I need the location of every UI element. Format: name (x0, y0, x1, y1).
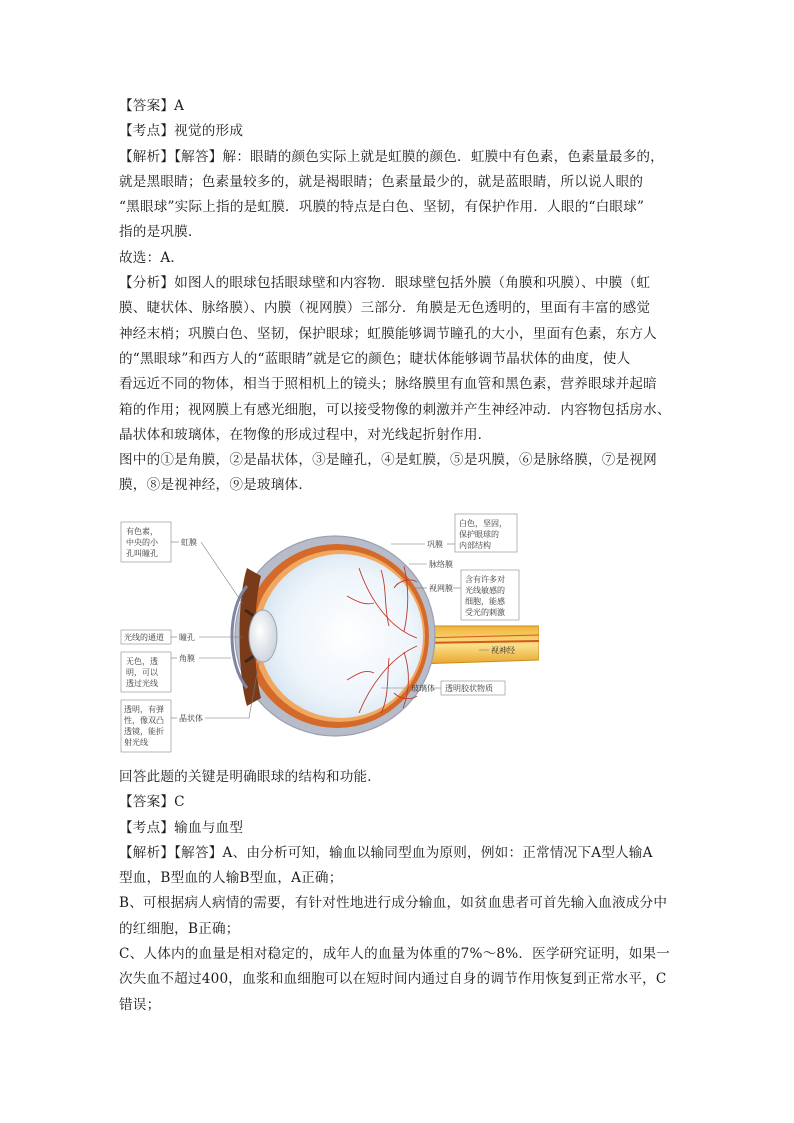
label-iris-group (121, 522, 243, 604)
analysis-line: 指的是巩膜． (119, 224, 202, 241)
lens-desc-2: 性，像双凸 (124, 716, 164, 725)
explain-line: 神经末梢；巩膜白色、坚韧，保护眼球；虹膜能够调节瞳孔的大小，里面有色素，东方人 (119, 325, 657, 342)
analysis-line: C、人体内的血量是相对稳定的，成年人的血量为体重的7%～8%．医学研究证明，如果一 (119, 946, 671, 963)
analysis-line: 的红细胞，B正确； (119, 920, 240, 937)
explain-line: 【分析】如图人的眼球包括眼球壁和内容物．眼球壁包括外膜（角膜和巩膜）、中膜（虹 (119, 275, 651, 292)
topic-line: 【考点】输血与血型 (119, 819, 244, 836)
sclera-label: 巩膜 (427, 540, 443, 549)
pupil-desc: 光线的通道 (124, 633, 164, 642)
answer-section-1 (119, 94, 684, 499)
analysis-line: B、可根据病人病情的需要，有针对性地进行成分输血，如贫血患者可首先输入血液成分中 (119, 895, 668, 912)
cornea-desc-1: 无色，透 (126, 657, 158, 666)
sclera-desc-1: 白色，坚固， (459, 519, 507, 528)
optic-nerve-label: 视神经 (491, 646, 515, 655)
explain-line: 膜、睫状体、脉络膜）、内膜（视网膜）三部分．角膜是无色透明的，里面有丰富的感觉 (119, 300, 651, 317)
cornea-desc-2: 明，可以 (126, 668, 158, 677)
label-sclera-group (391, 514, 517, 552)
analysis-line: 就是黑眼睛；色素量较多的，就是褐眼睛；色素量最少的，就是蓝眼睛，所以说人眼的 (119, 173, 644, 190)
explain-line: 看远近不同的物体，相当于照相机上的镜头；脉络膜里有血管和黑色素，营养眼球并起暗 (119, 376, 657, 393)
explain-line: 晶状体和玻璃体，在物像的形成过程中，对光线起折射作用． (119, 426, 492, 443)
cornea-desc-3: 透过光线 (126, 679, 158, 688)
lens-shape (249, 610, 277, 662)
analysis-line: 型血，B型血的人输B型血，A正确； (119, 870, 343, 887)
retina-desc-2: 光线敏感的 (465, 586, 505, 595)
sclera-desc-2: 保护眼球的 (459, 530, 499, 539)
retina-label: 视网膜 (429, 584, 453, 593)
iris-label: 虹膜 (181, 538, 197, 547)
answer-line: 【答案】A (119, 98, 185, 114)
answer-section-2 (119, 765, 684, 1018)
figure-key-line: 图中的①是角膜，②是晶状体，③是瞳孔，④是虹膜，⑤是巩膜，⑥是脉络膜，⑦是视网 (119, 452, 657, 469)
label-pupil-group (121, 630, 243, 644)
lens-desc-4: 射光线 (124, 738, 148, 747)
label-cornea-group (121, 652, 231, 692)
explain-line: 的“黑眼球”和西方人的“蓝眼睛”就是它的颜色；睫状体能够调节晶状体的曲度，使人 (119, 350, 631, 367)
lens-desc-1: 透明，有弹 (124, 705, 164, 714)
figure-key-line: 膜，⑧是视神经，⑨是玻璃体． (119, 477, 313, 494)
analysis-line: 错误； (119, 996, 161, 1013)
iris-desc-1: 有色素， (126, 527, 158, 536)
eye-diagram-svg (119, 508, 539, 770)
choroid-label: 脉络膜 (429, 560, 453, 569)
retina-desc-4: 受光的刺激 (465, 608, 505, 617)
iris-desc-2: 中央的小 (126, 538, 158, 547)
sclera-desc-3: 内部结构 (459, 541, 491, 550)
retina-desc-1: 含有许多对 (465, 575, 505, 584)
explain-line: 箱的作用；视网膜上有感光细胞，可以接受物像的刺激并产生神经冲动．内容物包括房水、 (119, 401, 671, 418)
analysis-line: 【解析】【解答】A、由分析可知，输血以输同型血为原则，例如：正常情况下A型人输A (119, 844, 653, 861)
lens-label: 晶状体 (179, 714, 203, 723)
label-choroid-group (409, 559, 453, 569)
vitreous-label: 玻璃体 (411, 684, 435, 693)
eye-diagram (119, 508, 539, 770)
lens-desc-3: 透镜，能折 (124, 727, 164, 736)
summary-line: 回答此题的关键是明确眼球的结构和功能． (119, 769, 382, 785)
analysis-line: “黑眼球”实际上指的是虹膜．巩膜的特点是白色、坚韧，有保护作用．人眼的“白眼球” (119, 199, 645, 216)
analysis-line: 次失血不超过400，血浆和血细胞可以在短时间内通过自身的调节作用恢复到正常水平，C (119, 971, 667, 988)
topic-line: 【考点】视觉的形成 (119, 123, 244, 140)
cornea-label: 角膜 (179, 654, 195, 663)
choice-line: 故选：A． (119, 249, 185, 266)
vitreous-shape (259, 554, 423, 718)
vitreous-desc: 透明胶状物质 (445, 684, 493, 693)
retina-desc-3: 细胞，能感 (465, 597, 505, 606)
analysis-line: 【解析】【解答】解：眼睛的颜色实际上就是虹膜的颜色．虹膜中有色素，色素量最多的， (119, 148, 664, 165)
iris-desc-3: 孔叫瞳孔 (126, 549, 158, 558)
pupil-label: 瞳孔 (179, 633, 195, 642)
answer-line: 【答案】C (119, 794, 185, 811)
